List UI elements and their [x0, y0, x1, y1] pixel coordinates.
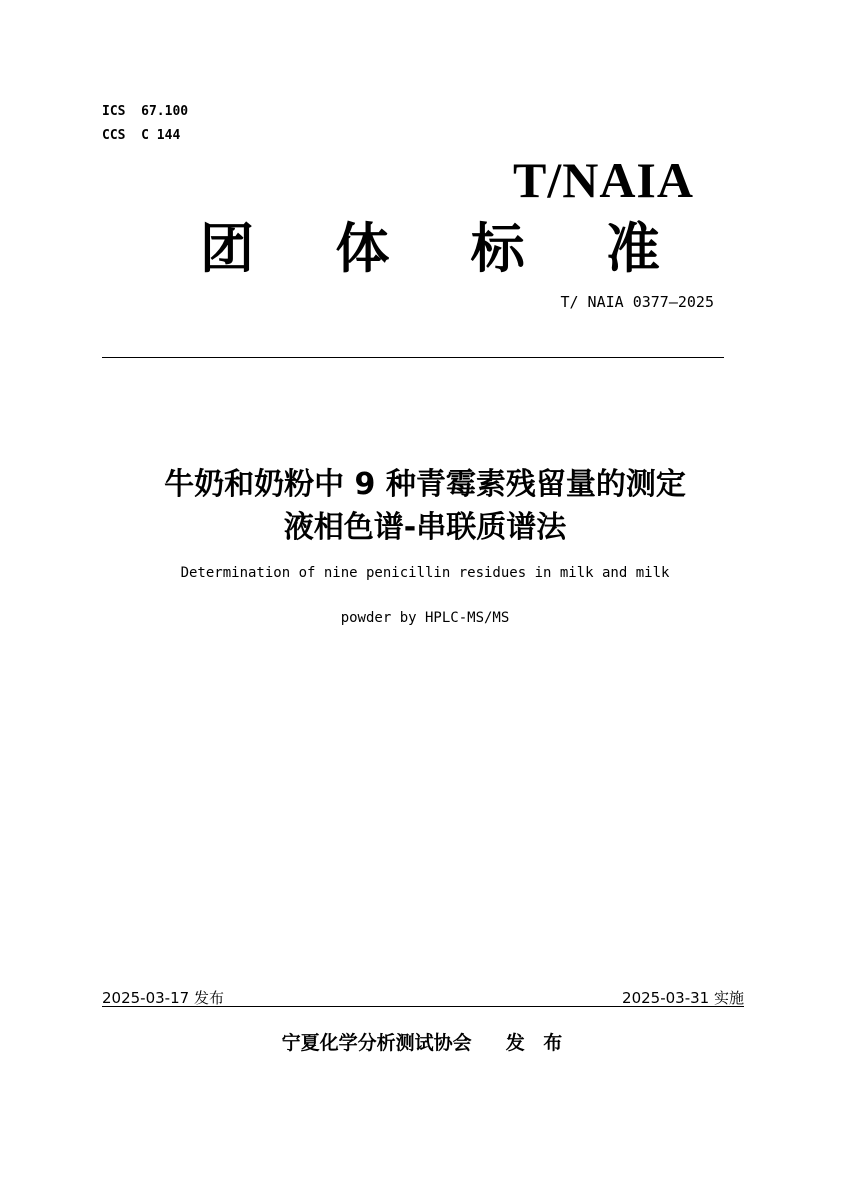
implementation-date: 2025-03-31 实施 [622, 989, 744, 1007]
english-title-line-2: powder by HPLC-MS/MS [340, 610, 510, 626]
standard-number: T/ NAIA 0377—2025 [560, 293, 714, 311]
document-type-char: 体 [335, 217, 390, 280]
publisher-name: 宁夏化学分析测试协会 [281, 1032, 472, 1054]
chinese-title-line-1: 牛奶和奶粉中 9 种青霉素残留量的测定 [164, 467, 686, 502]
issue-date: 2025-03-17 发布 [102, 989, 224, 1007]
chinese-title-line-2: 液相色谱-串联质谱法 [283, 510, 567, 545]
footer-divider [102, 1006, 744, 1007]
document-type-heading [200, 216, 660, 282]
standard-prefix: T/NAIA [512, 152, 694, 208]
document-type-char: 团 [200, 217, 254, 280]
ccs-code: CCS C 144 [102, 128, 181, 143]
ics-code: ICS 67.100 [102, 104, 189, 119]
english-title-line-1: Determination of nine penicillin residues in milk and milk [180, 565, 670, 581]
document-type-char: 准 [605, 217, 660, 280]
document-type-char: 标 [470, 217, 525, 280]
header-divider [102, 357, 724, 358]
publisher-line [0, 1030, 850, 1056]
publish-label: 发 布 [505, 1032, 569, 1054]
